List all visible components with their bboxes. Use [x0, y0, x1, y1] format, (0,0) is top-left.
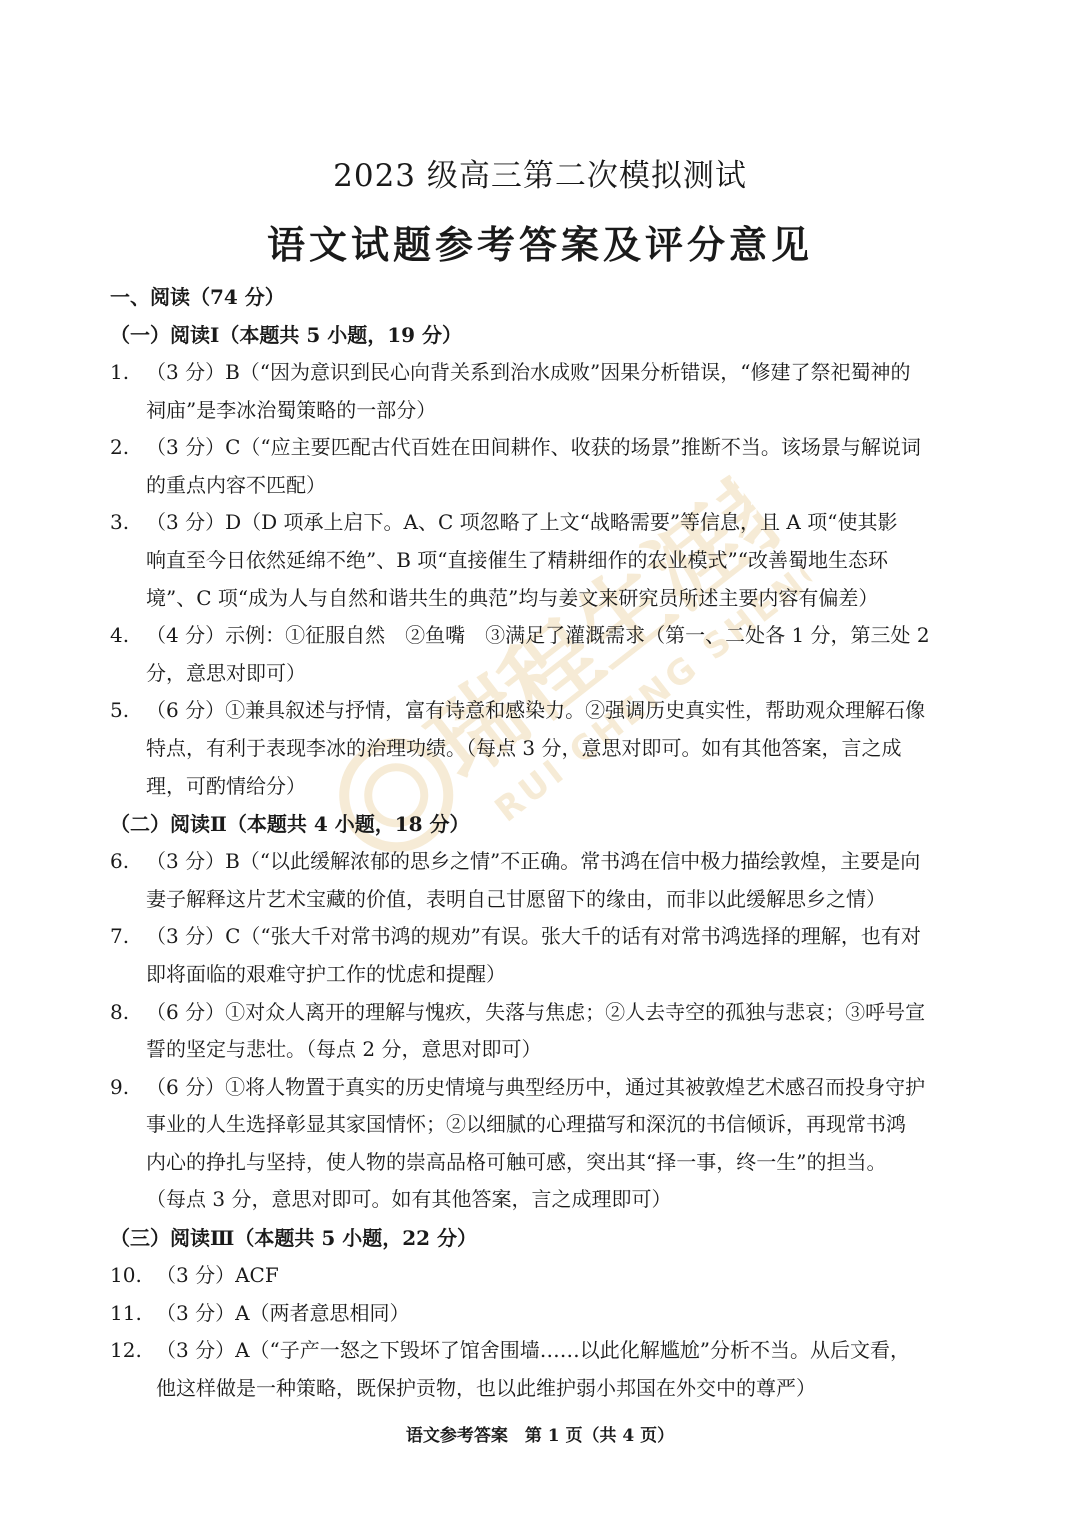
- answer-line: （3 分）A（两者意思相同）: [156, 1300, 410, 1325]
- answer-line: 他这样做是一种策略，既保护贡物，也以此维护弱小邦国在外交中的尊严）: [156, 1375, 816, 1400]
- answer-line: （3 分）C（“张大千对常书鸿的规劝”有误。张大千的话有对常书鸿选择的理解，也有对: [146, 924, 921, 949]
- answer-number: 7.: [110, 924, 130, 949]
- answer-line: 妻子解释这片艺术宝藏的价值，表明自己甘愿留下的缘由，而非以此缓解思乡之情）: [146, 886, 886, 911]
- part-heading-reading-3: （三）阅读Ⅲ（本题共 5 小题，22 分）: [110, 1226, 477, 1251]
- answer-number: 10.: [110, 1263, 142, 1288]
- answer-line: （3 分）A（“子产一怒之下毁坏了馆舍围墙……以此化解尴尬”分析不当。从后文看，: [156, 1338, 910, 1363]
- answer-key-title: 语文试题参考答案及评分意见: [266, 222, 813, 267]
- svg-text:瑞程生涯教育: 瑞程生涯教育: [409, 425, 839, 800]
- answer-line: （3 分）B（“以此缓解浓郁的思乡之情”不正确。常书鸿在信中极力描绘敦煌，主要是向: [146, 849, 921, 874]
- part2-answers: [110, 843, 972, 1219]
- part3-answers: [110, 1257, 972, 1407]
- svg-text:RUI CHENG SHENG YA JIAO YU: RUI CHENG SHENG YA: [487, 498, 839, 831]
- exam-title: 2023 级高三第二次模拟测试: [333, 158, 747, 194]
- answer-item: [110, 354, 972, 429]
- answer-number: 3.: [110, 510, 130, 535]
- answer-number: 1.: [110, 360, 130, 384]
- answer-line: （6 分）①将人物置于真实的历史情境与典型经历中，通过其被敦煌艺术感召而投身守护: [146, 1074, 926, 1099]
- section-heading-reading: 一、阅读（74 分）: [110, 285, 285, 309]
- answer-item: [110, 1069, 972, 1219]
- answer-line: 分，意思对即可）: [146, 660, 306, 685]
- answer-line: 理，可酌情给分）: [146, 773, 306, 798]
- answer-line: 特点，有利于表现李冰的治理功绩。（每点 3 分，意思对即可。如有其他答案，言之成: [146, 735, 902, 760]
- answer-line: 即将面临的艰难守护工作的忧虑和提醒）: [146, 961, 506, 986]
- answer-line: （6 分）①兼具叙述与抒情，富有诗意和感染力。②强调历史真实性，帮助观众理解石像: [146, 698, 926, 723]
- answer-item: [110, 429, 972, 504]
- answer-line: 誓的坚定与悲壮。（每点 2 分，意思对即可）: [146, 1037, 542, 1062]
- answer-line: （3 分）ACF: [156, 1263, 279, 1288]
- answer-item: [110, 617, 972, 692]
- answer-line: （3 分）D（D 项承上启下。A、C 项忽略了上文“战略需要”等信息，且 A 项“使其影: [146, 510, 898, 535]
- answer-line: （3 分）C（“应主要匹配古代百姓在田间耕作、收获的场景”推断不当。该场景与解说词: [146, 435, 921, 460]
- answer-number: 11.: [110, 1300, 142, 1325]
- answer-item: [110, 918, 972, 993]
- answer-line: 境”、C 项“成为人与自然和谐共生的典范”均与姜文来研究员所述主要内容有偏差）: [146, 585, 879, 610]
- part-heading-reading-1: （一）阅读Ⅰ（本题共 5 小题，19 分）: [110, 323, 462, 347]
- part1-answers: [110, 354, 972, 805]
- answer-item: [110, 1332, 972, 1407]
- answer-number: 12.: [110, 1338, 142, 1363]
- page-footer: 语文参考答案 第 1 页（共 4 页）: [405, 1426, 675, 1446]
- answer-content: [110, 282, 972, 1407]
- answer-line: 祠庙”是李冰治蜀策略的一部分）: [146, 397, 437, 422]
- answer-item: [110, 1295, 972, 1333]
- answer-item: [110, 1257, 972, 1295]
- answer-item: [110, 692, 972, 805]
- answer-line: （每点 3 分，意思对即可。如有其他答案，言之成理即可）: [146, 1187, 672, 1212]
- answer-number: 5.: [110, 698, 130, 723]
- answer-number: 6.: [110, 849, 130, 874]
- answer-number: 8.: [110, 999, 130, 1024]
- answer-line: （3 分）B（“因为意识到民心向背关系到治水成败”因果分析错误，“修建了祭祀蜀神的: [146, 360, 911, 384]
- answer-line: （6 分）①对众人离开的理解与愧疚，失落与焦虑；②人去寺空的孤独与悲哀；③呼号宣: [146, 999, 926, 1024]
- answer-number: 4.: [110, 623, 130, 648]
- answer-line: 响直至今日依然延绵不绝”、B 项“直接催生了精耕细作的农业模式”“改善蜀地生态环: [146, 547, 888, 572]
- answer-item: [110, 843, 972, 918]
- answer-line: 内心的挣扎与坚持，使人物的崇高品格可触可感，突出其“择一事，终一生”的担当。: [146, 1149, 887, 1174]
- answer-line: （4 分）示例：①征服自然 ②鱼嘴 ③满足了灌溉需求（第一、二处各 1 分，第三处 2: [146, 623, 930, 648]
- answer-line: 事业的人生选择彰显其家国情怀；②以细腻的心理描写和深沉的书信倾诉，再现常书鸿: [146, 1112, 906, 1137]
- answer-item: [110, 504, 972, 617]
- answer-line: 的重点内容不匹配）: [146, 472, 326, 497]
- part-heading-reading-2: （二）阅读Ⅱ（本题共 4 小题，18 分）: [110, 812, 470, 837]
- answer-number: 9.: [110, 1074, 130, 1099]
- answer-item: [110, 994, 972, 1069]
- answer-number: 2.: [110, 435, 130, 460]
